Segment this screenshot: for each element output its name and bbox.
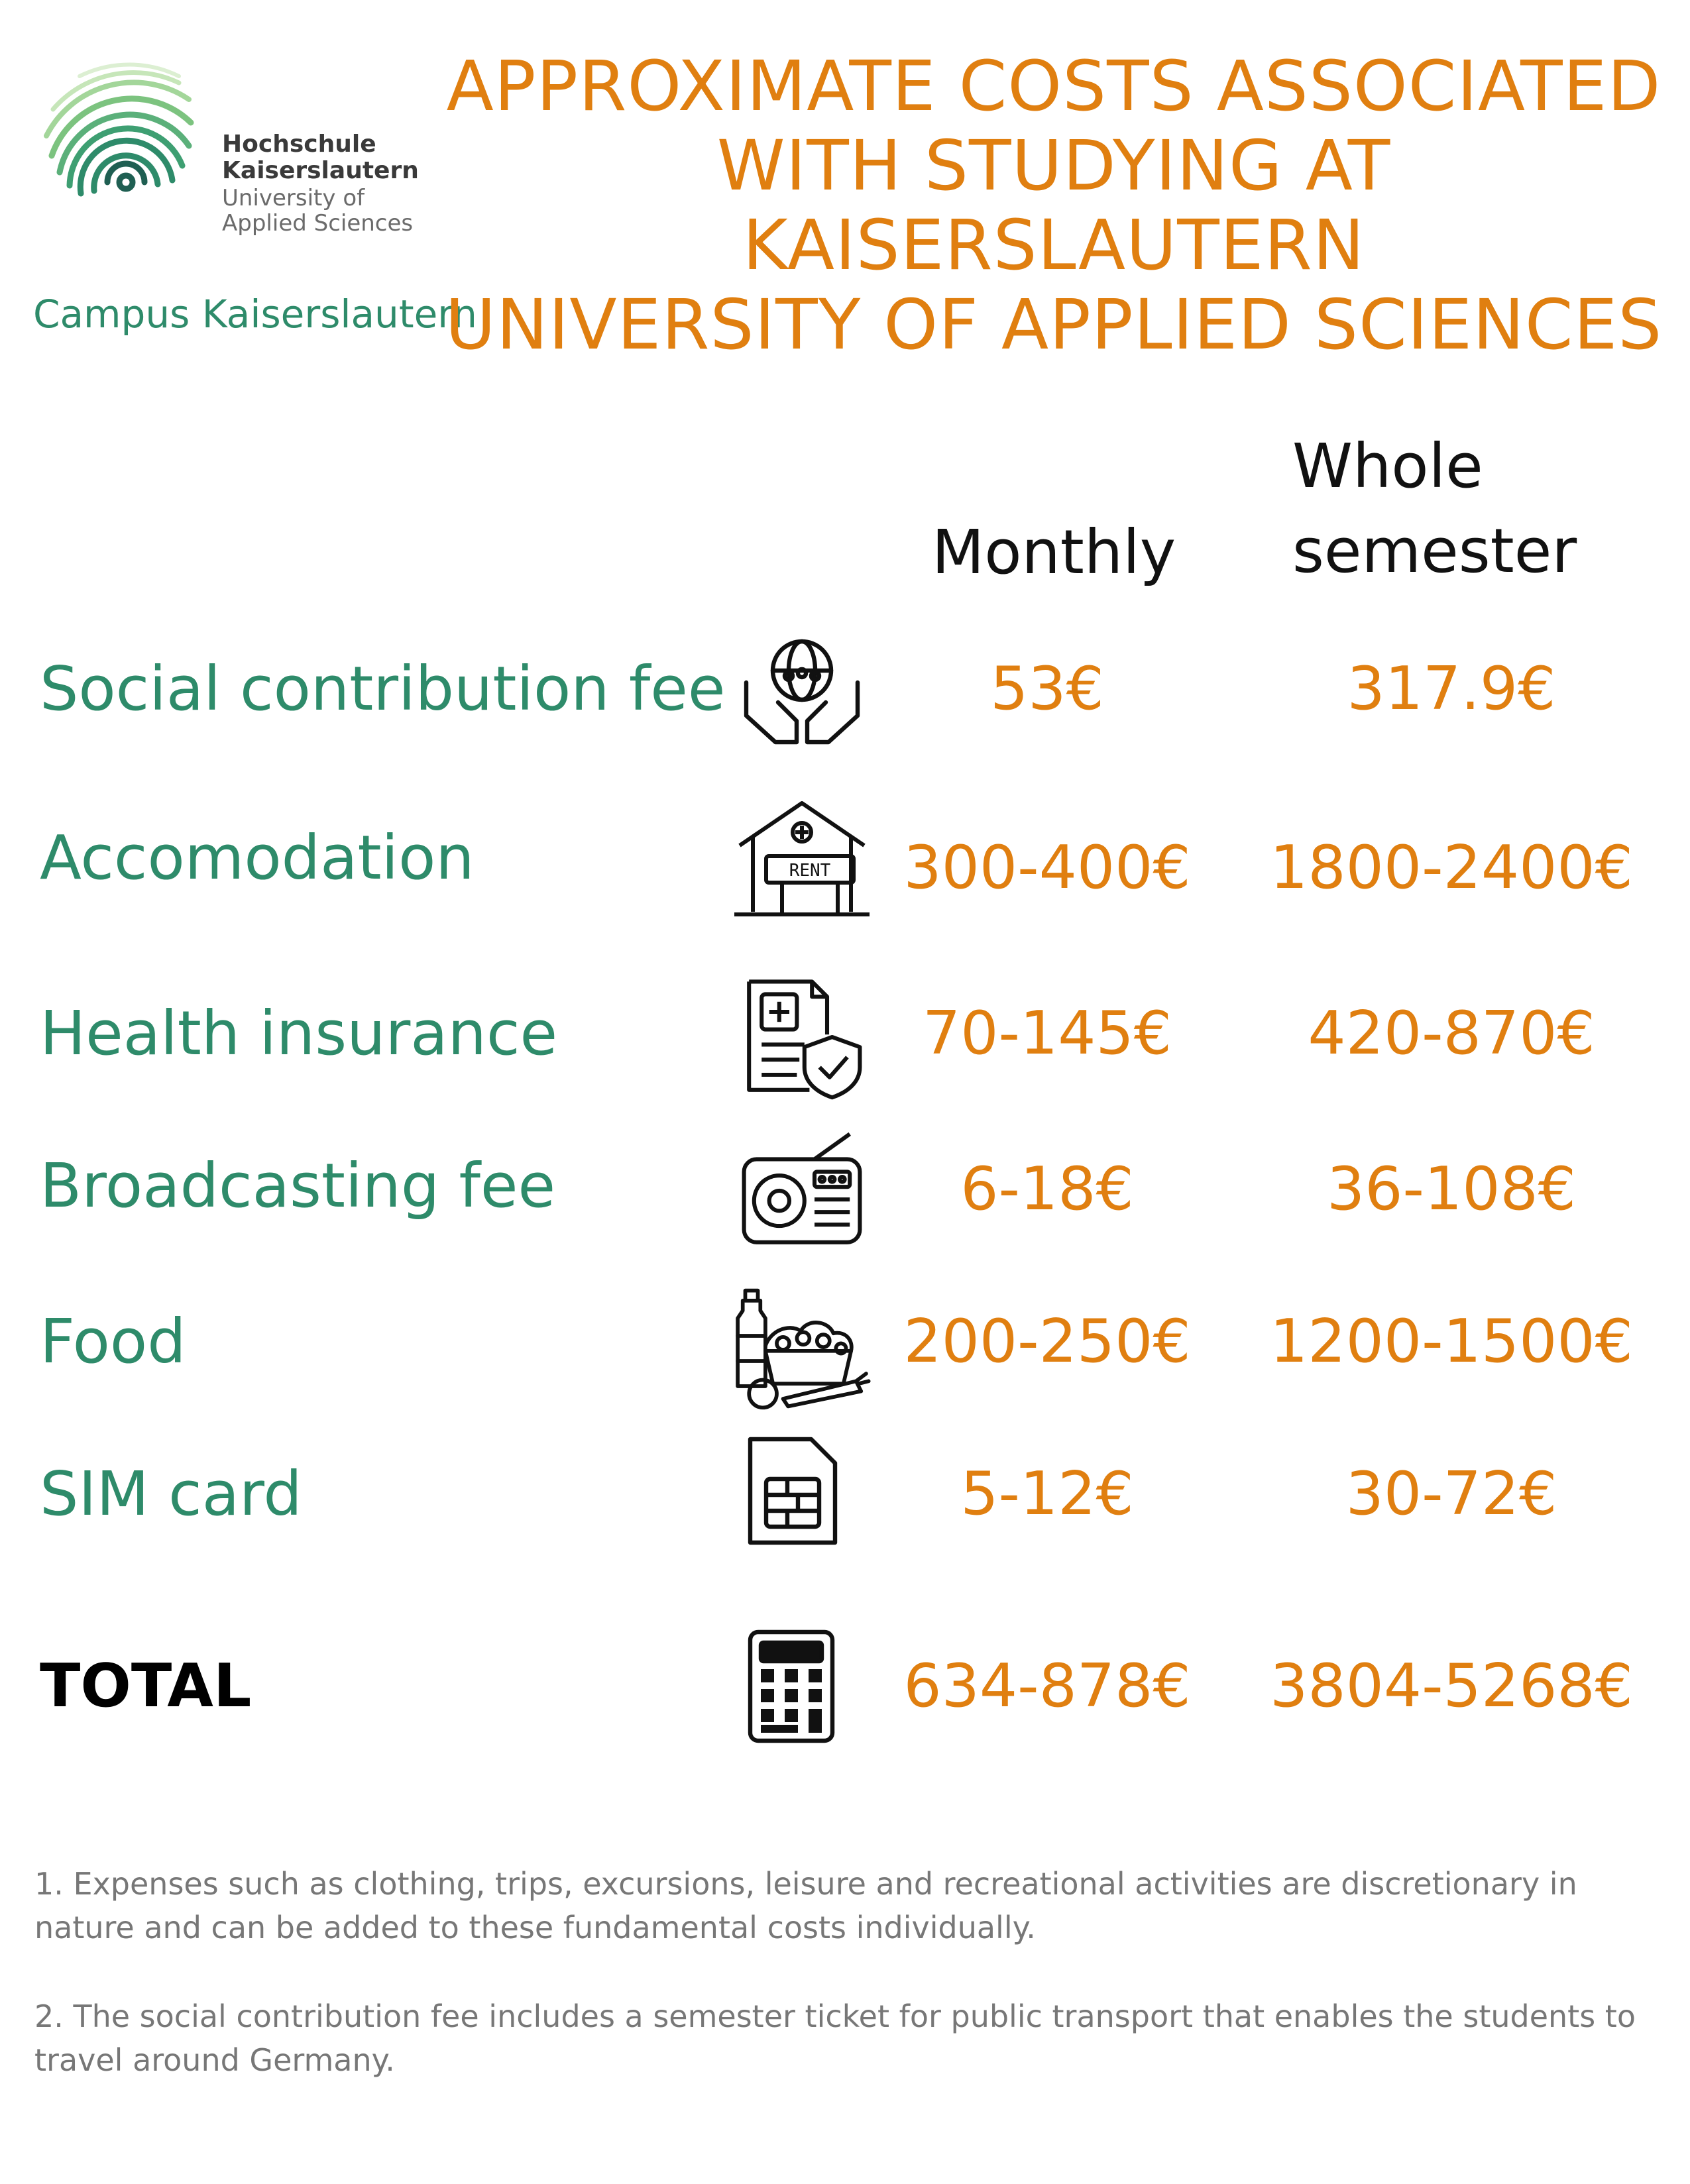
- calculator-icon: [742, 1627, 842, 1746]
- page-title: [437, 46, 1670, 364]
- monthly-health-insurance: 70-145€: [922, 999, 1172, 1068]
- semester-broadcasting: 36-108€: [1326, 1154, 1577, 1224]
- university-logo: [33, 40, 225, 239]
- monthly-total: 634-878€: [903, 1651, 1191, 1721]
- monthly-broadcasting: 6-18€: [960, 1154, 1134, 1224]
- semester-food: 1200-1500€: [1270, 1307, 1633, 1376]
- row-label-accomodation: Accomodation: [40, 822, 475, 893]
- rent-sign-text: RENT: [789, 861, 831, 881]
- semester-sim-card: 30-72€: [1345, 1459, 1557, 1529]
- title-line-3: UNIVERSITY OF APPLIED SCIENCES: [445, 284, 1663, 365]
- title-line-2: WITH STUDYING AT KAISERSLAUTERN: [716, 125, 1391, 286]
- column-header-monthly: Monthly: [931, 517, 1176, 588]
- row-label-social-contribution: Social contribution fee: [40, 653, 726, 724]
- house-rent-icon: [729, 795, 875, 921]
- sim-card-icon: [742, 1431, 842, 1551]
- row-label-broadcasting: Broadcasting fee: [40, 1150, 556, 1221]
- semester-social-contribution: 317.9€: [1347, 654, 1556, 724]
- globe-hands-icon: [736, 623, 868, 755]
- groceries-icon: [732, 1285, 872, 1411]
- row-label-total: TOTAL: [40, 1651, 252, 1721]
- logo-line-3: University of: [222, 185, 365, 211]
- column-header-semester: [1292, 424, 1577, 594]
- row-label-health-insurance: Health insurance: [40, 998, 558, 1069]
- footnote-1: 1. Expenses such as clothing, trips, excursions, leisure and recreational activities are discretionary in nature and can be added to these fundamental costs individually.: [34, 1866, 1577, 1945]
- row-label-sim-card: SIM card: [40, 1458, 302, 1529]
- radio-icon: [739, 1126, 865, 1252]
- row-label-food: Food: [40, 1306, 186, 1377]
- insurance-document-shield-icon: [739, 974, 865, 1100]
- semester-accomodation: 1800-2400€: [1270, 833, 1633, 902]
- semester-header-line-1: Whole: [1292, 431, 1483, 502]
- monthly-food: 200-250€: [903, 1307, 1191, 1376]
- fingerprint-logo-icon: [33, 40, 225, 239]
- monthly-accomodation: 300-400€: [903, 833, 1191, 902]
- footnote-2: 2. The social contribution fee includes a semester ticket for public transport that enables the students to travel around Germany.: [34, 1998, 1636, 2078]
- campus-name: Campus Kaiserslautern: [33, 292, 477, 337]
- logo-line-2: Kaiserslautern: [222, 157, 419, 184]
- semester-health-insurance: 420-870€: [1308, 999, 1595, 1068]
- monthly-social-contribution: 53€: [990, 654, 1104, 724]
- monthly-sim-card: 5-12€: [960, 1459, 1134, 1529]
- semester-total: 3804-5268€: [1270, 1651, 1633, 1721]
- title-line-1: APPROXIMATE COSTS ASSOCIATED: [446, 46, 1662, 127]
- logo-line-4: Applied Sciences: [222, 210, 414, 237]
- logo-line-1: Hochschule: [222, 131, 376, 158]
- semester-header-line-2: semester: [1292, 516, 1577, 586]
